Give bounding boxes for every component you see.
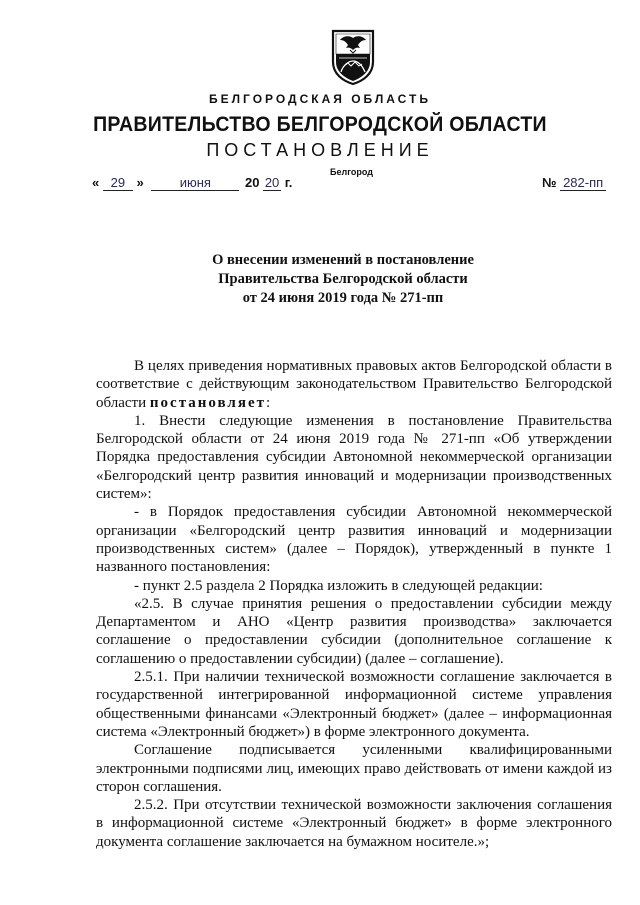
title-line: от 24 июня 2019 года № 271-пп: [242, 290, 444, 306]
date-year-suffix: 20: [264, 175, 280, 190]
date-year-prefix: 20: [244, 175, 260, 190]
body-paragraph: «2.5. В случае принятия решения о предоставлении субсидии между Департаментом и АНО «Центр развития производства» заключается соглашение о предоставлении субсидии (дополнительное соглашение к соглашению о предоставлении субсидии) (далее – соглашение).: [96, 595, 612, 667]
intro-end: :: [266, 394, 271, 411]
number-value: 282-пп: [560, 175, 606, 191]
date-month: июня: [151, 175, 239, 191]
body-paragraph: - в Порядок предоставления субсидии Автономной некоммерческой организации «Белгородский центр развития инноваций и модернизации производственных систем» (далее – Порядок), утвержденный в пункте 1 названного постановления:: [96, 504, 612, 576]
resolves-word: постановляет: [149, 394, 266, 411]
region-name: БЕЛГОРОДСКАЯ ОБЛАСТЬ: [209, 92, 431, 106]
body-paragraph: 2.5.1. При наличии технической возможности соглашение заключается в государственной интегрированной информационной системе управления общественными финансами «Электронный бюджет» (далее – информационная система «Электронный бюджет») в форме электронного документа.: [96, 669, 612, 740]
city-name: Белгород: [330, 167, 373, 177]
document-date: [92, 175, 292, 191]
body-paragraph: - пункт 2.5 раздела 2 Порядка изложить в следующей редакции:: [134, 577, 543, 594]
coat-of-arms-emblem: [329, 28, 377, 86]
intro-text: В целях приведения нормативных правовых актов Белгородской области в соответствие с действующим законодательством Правительство Белгородской области: [96, 358, 612, 411]
date-day: 29: [103, 175, 133, 191]
document-title: [0, 251, 640, 308]
title-line: О внесении изменений в постановление: [212, 252, 474, 268]
document-type: ПОСТАНОВЛЕНИЕ: [206, 140, 434, 160]
date-close-quote: »: [136, 175, 144, 190]
document-number: [542, 175, 606, 191]
body-paragraph: 1. Внести следующие изменения в постановление Правительства Белгородской области от 24 июня 2019 года № 271-пп «Об утверждении Порядка предоставления субсидии Автономной некоммерческой организации «Белгородский центр развития инноваций и модернизации производственных систем»:: [96, 412, 612, 503]
body-paragraph: 2.5.2. При отсутствии технической возможности заключения соглашения в информационной системе «Электронный бюджет» в форме электронного документа соглашение заключается на бумажном носителе.»;: [96, 797, 612, 850]
date-open-quote: «: [92, 175, 100, 190]
government-name: ПРАВИТЕЛЬСТВО БЕЛГОРОДСКОЙ ОБЛАСТИ: [93, 113, 547, 136]
number-prefix: №: [542, 175, 557, 190]
document-body: [96, 357, 612, 851]
title-line: Правительства Белгородской области: [218, 271, 468, 287]
date-year-mark: г.: [284, 175, 293, 190]
intro-paragraph: [96, 357, 612, 412]
body-paragraph: Соглашение подписывается усиленными квалифицированными электронными подписями лиц, имеющих право действовать от имени каждой из сторон соглашения.: [96, 742, 612, 795]
